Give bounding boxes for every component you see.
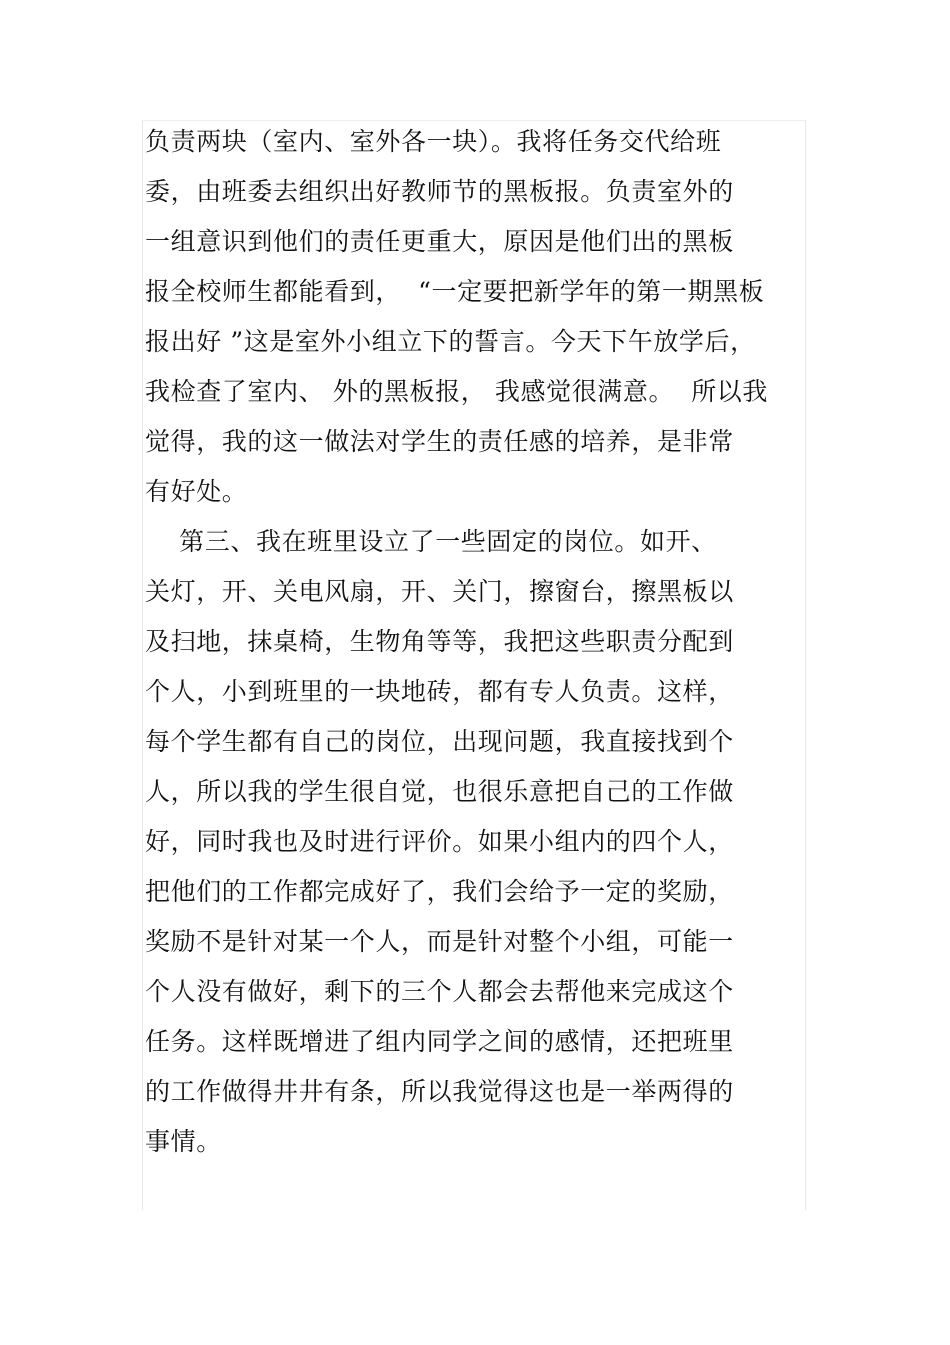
text-line: 一组意识到他们的责任更重大，原因是他们出的黑板: [145, 227, 734, 256]
text-line: 把他们的工作都完成好了，我们会给予一定的奖励，: [145, 877, 734, 906]
text-line: 有好处。: [145, 477, 248, 506]
document-body: [145, 117, 825, 1167]
text-line: 的工作做得井井有条，所以我觉得这也是一举两得的: [145, 1077, 734, 1106]
text-line: 关灯，开、关电风扇，开、关门，擦窗台，擦黑板以: [145, 577, 734, 606]
text-line: 负责两块（室内、室外各一块）。我将任务交代给班: [145, 127, 722, 156]
text-line: 及扫地，抹桌椅，生物角等等，我把这些职责分配到: [145, 627, 734, 656]
text-line: 报出好 ”这是室外小组立下的誓言。今天下午放学后，: [145, 327, 756, 356]
text-line: 好，同时我也及时进行评价。如果小组内的四个人，: [145, 827, 734, 856]
text-line: 报全校师生都能看到， “一定要把新学年的第一期黑板: [145, 277, 765, 306]
text-line: 人，所以我的学生很自觉，也很乐意把自己的工作做: [145, 777, 734, 806]
text-line: 个人，小到班里的一块地砖，都有专人负责。这样，: [145, 677, 734, 706]
text-line: 委，由班委去组织出好教师节的黑板报。负责室外的: [145, 177, 734, 206]
text-line: 事情。: [145, 1127, 222, 1156]
text-line: 第三、我在班里设立了一些固定的岗位。如开、: [145, 527, 717, 556]
text-line: 奖励不是针对某一个人，而是针对整个小组，可能一: [145, 927, 734, 956]
text-line: 每个学生都有自己的岗位，出现问题，我直接找到个: [145, 727, 734, 756]
text-line: 任务。这样既增进了组内同学之间的感情，还把班里: [145, 1027, 734, 1056]
text-line: 个人没有做好，剩下的三个人都会去帮他来完成这个: [145, 977, 734, 1006]
text-line: 我检查了室内、 外的黑板报， 我感觉很满意。 所以我: [145, 377, 768, 406]
text-line: 觉得，我的这一做法对学生的责任感的培养，是非常: [145, 427, 734, 456]
